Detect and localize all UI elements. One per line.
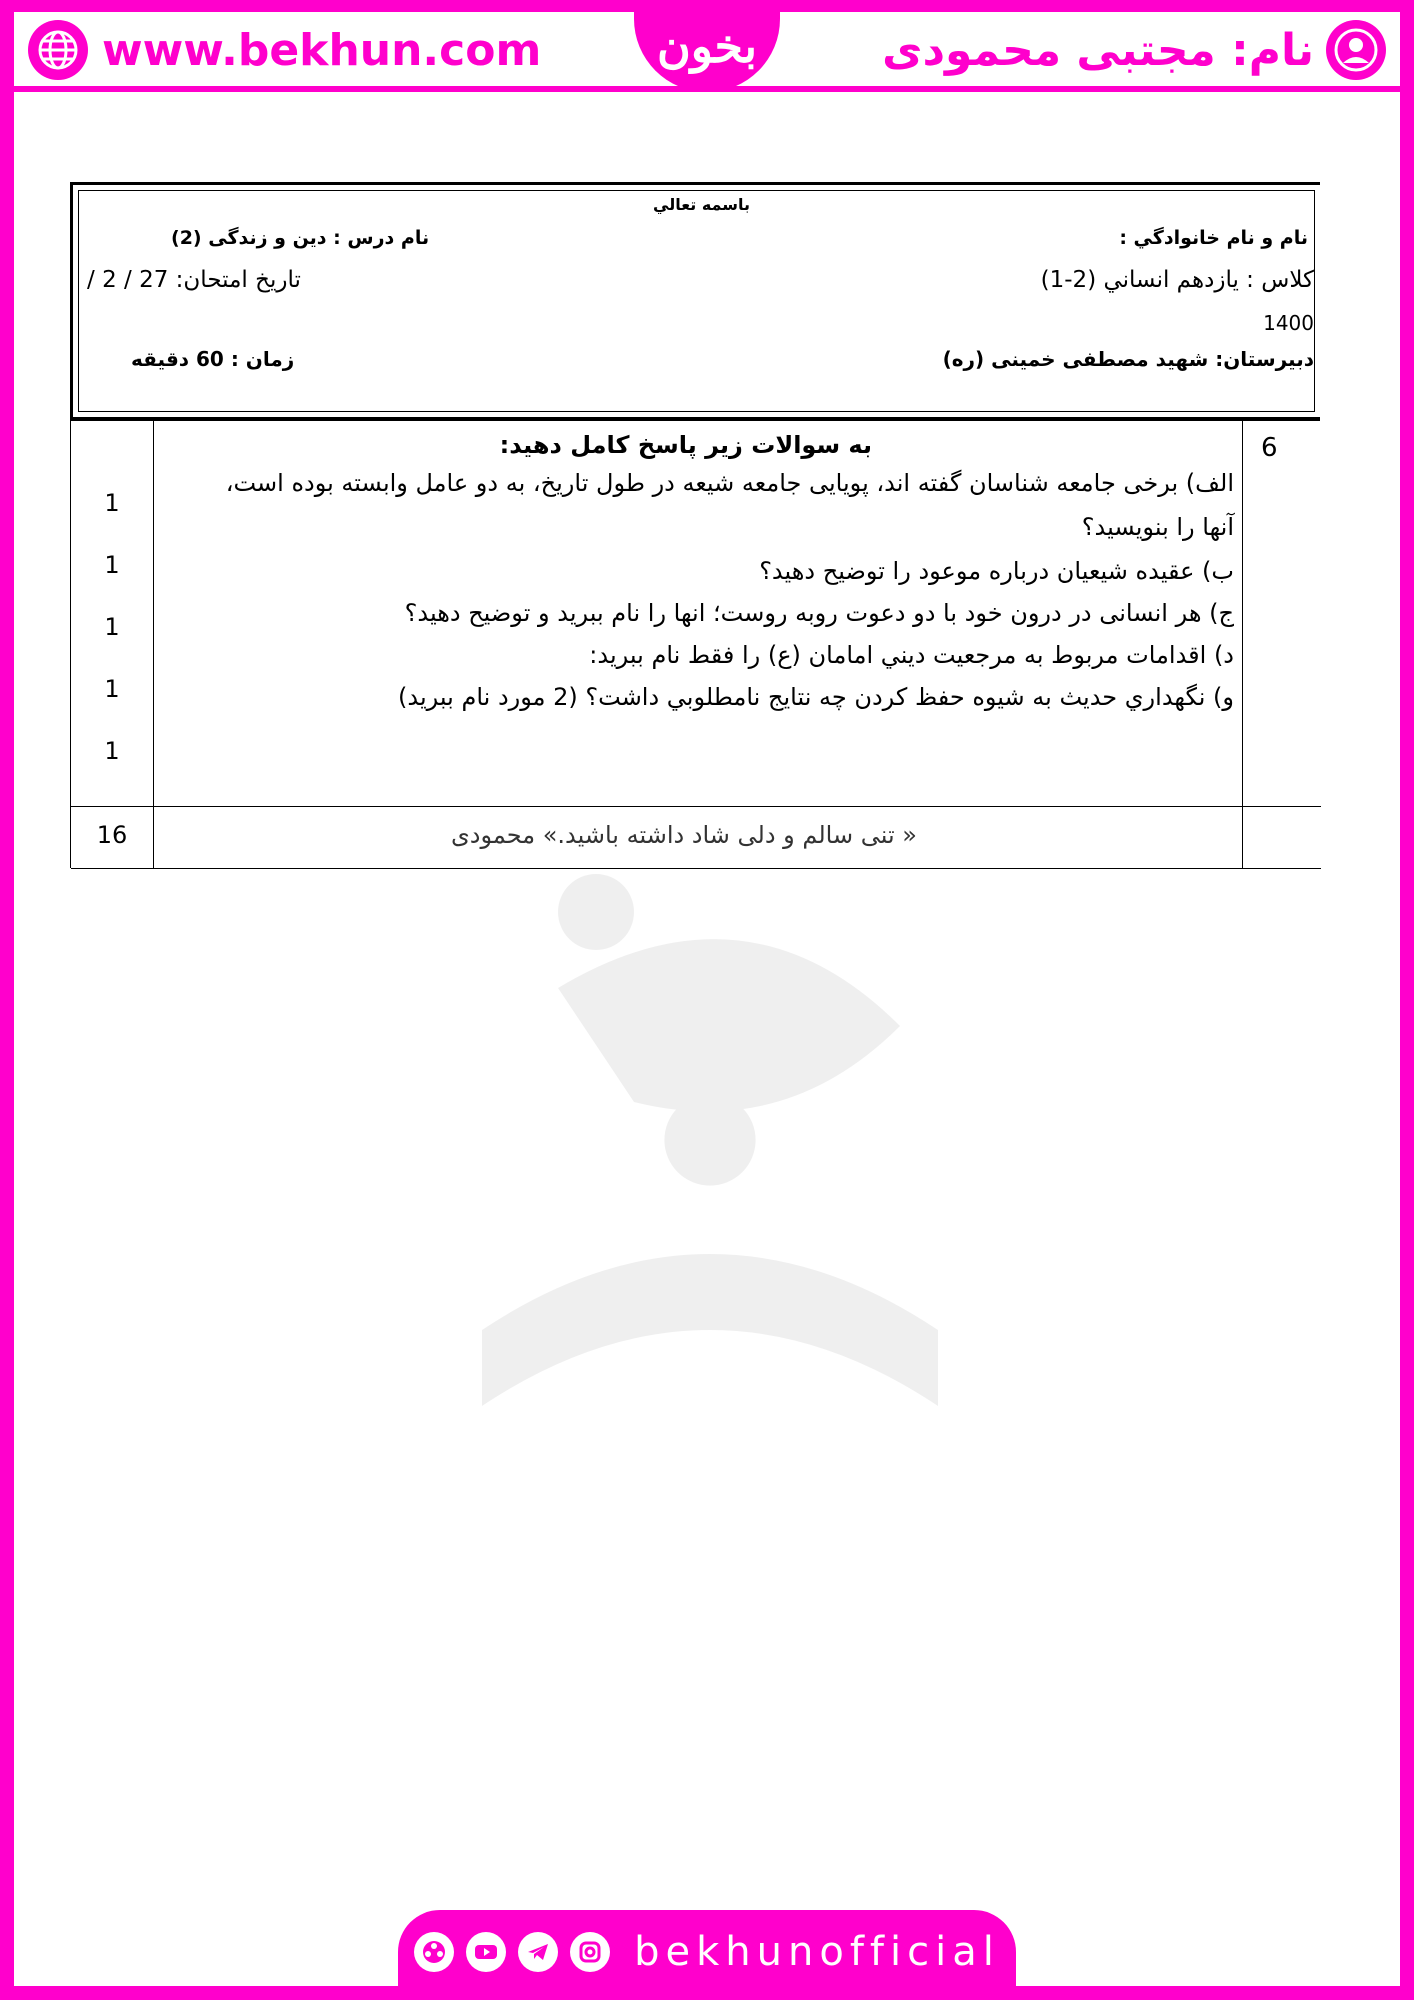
logo-mark: بخون [656, 19, 758, 73]
exam-year: 1400 [1263, 311, 1314, 335]
exam-header-box [70, 182, 1320, 420]
school-label: دبيرستان: شهيد مصطفی خمینی (ره) [942, 347, 1314, 371]
table-bottom-border [71, 868, 1321, 869]
score-a: 1 [104, 489, 120, 517]
decorative-underline [1306, 86, 1386, 90]
score-column-divider [153, 421, 154, 869]
site-link[interactable] [28, 18, 541, 82]
aparat-icon[interactable] [414, 1932, 454, 1972]
score-b: 1 [104, 551, 120, 579]
exam-time-label: زمان : 60 دقیقه [131, 347, 295, 371]
globe-icon [28, 20, 88, 80]
row-divider [71, 806, 1321, 807]
question-number: 6 [1261, 433, 1278, 463]
score-c: 1 [104, 613, 120, 641]
question-table [70, 420, 1320, 868]
teacher-name [882, 18, 1386, 82]
score-e: 1 [104, 737, 120, 765]
question-line-b: ب) عقیده شیعیان درباره موعود را توضیح دهید؟ [759, 557, 1234, 585]
question-heading: به سوالات زير پاسخ كامل دهيد: [499, 431, 872, 459]
youtube-icon[interactable] [466, 1932, 506, 1972]
question-line-c: ج) هر انسانی در درون خود با دو دعوت روبه روست؛ انها را نام ببرید و توضیح دهید؟ [404, 599, 1234, 627]
closing-message: « تنی سالم و دلی شاد داشته باشید.» محمودی [451, 821, 917, 849]
social-handle[interactable]: bekhunofficial [634, 1929, 1000, 1975]
telegram-icon[interactable] [518, 1932, 558, 1972]
score-d: 1 [104, 675, 120, 703]
question-line-e: و) نگهداري حديث به شيوه حفظ كردن چه نتايج نامطلوبي داشت؟ (2 مورد نام ببريد) [398, 683, 1234, 711]
class-label: كلاس : يازدهم انساني (2-1) [1040, 267, 1314, 293]
student-name-label: نام و نام خانوادگي : [1119, 227, 1308, 249]
instagram-icon[interactable] [570, 1932, 610, 1972]
number-column-divider [1242, 421, 1243, 869]
site-url: www.bekhun.com [102, 24, 542, 76]
teacher-label: نام: مجتبی محمودی [882, 24, 1314, 76]
social-footer [398, 1910, 1016, 1994]
user-icon [1326, 20, 1386, 80]
total-score: 16 [96, 821, 128, 849]
watermark-logo [330, 760, 1090, 1520]
exam-date-label: تاريخ امتحان: 27 / 2 / [87, 267, 301, 293]
course-name-label: نام درس : دین و زندگی (2) [171, 227, 430, 249]
question-line-a: الف) برخی جامعه شناسان گفته اند، پویایی جامعه شیعه در طول تاریخ، به دو عامل وابسته بوده است، [225, 469, 1234, 497]
bismillah: باسمه تعالي [653, 195, 750, 214]
question-line-a-cont: آنها را بنویسید؟ [1081, 513, 1234, 541]
question-line-d: د) اقدامات مربوط به مرجعیت ديني امامان (ع) را فقط نام ببرید: [589, 641, 1234, 669]
